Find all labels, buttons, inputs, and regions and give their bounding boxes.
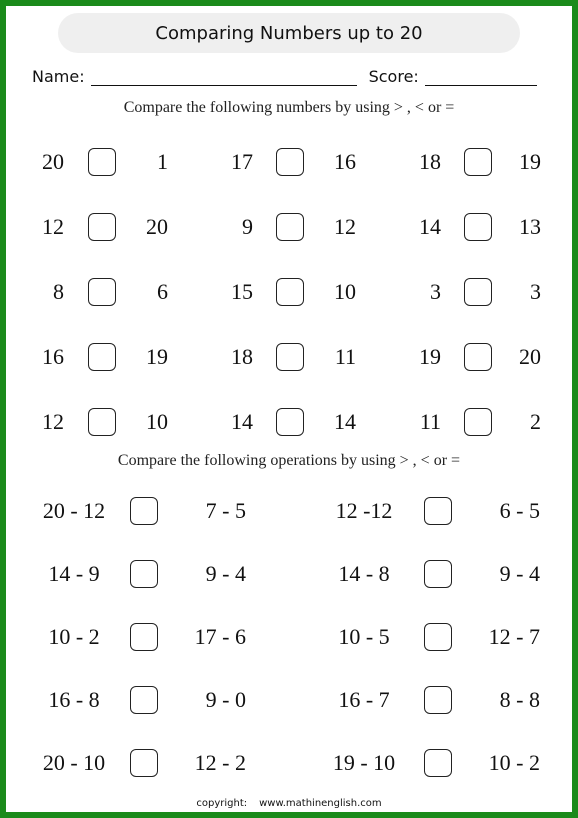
right-expression: 17 - 6: [194, 624, 246, 649]
right-number: 3: [530, 279, 541, 304]
answer-box[interactable]: [130, 749, 158, 777]
section2-instruction: Compare the following operations by using > , < or =: [117, 452, 461, 469]
section1-instruction: Compare the following numbers by using > , < or =: [123, 99, 455, 116]
answer-box[interactable]: [130, 560, 158, 588]
answer-box[interactable]: [88, 408, 116, 436]
right-number: 16: [334, 149, 356, 174]
answer-box[interactable]: [88, 343, 116, 371]
right-number: 2: [530, 409, 541, 434]
left-expression: 16 - 7: [338, 687, 390, 712]
right-number: 1: [157, 149, 168, 174]
title-text: Comparing Numbers up to 20: [155, 22, 423, 44]
right-number: 13: [519, 214, 541, 239]
score-label: Score:: [368, 67, 419, 86]
name-score-line: [32, 62, 537, 86]
right-number: 19: [146, 344, 168, 369]
answer-box[interactable]: [276, 408, 304, 436]
right-number: 20: [519, 344, 541, 369]
left-number: 19: [419, 344, 441, 369]
left-expression: 19 - 10: [332, 750, 396, 775]
left-number: 18: [231, 344, 253, 369]
left-number: 18: [419, 149, 441, 174]
right-expression: 10 - 2: [488, 750, 540, 775]
left-expression: 10 - 5: [338, 624, 390, 649]
answer-box[interactable]: [424, 497, 452, 525]
answer-box[interactable]: [276, 213, 304, 241]
answer-box[interactable]: [464, 148, 492, 176]
answer-box[interactable]: [464, 213, 492, 241]
answer-box[interactable]: [130, 623, 158, 651]
answer-box[interactable]: [276, 278, 304, 306]
right-expression: 7 - 5: [205, 498, 246, 523]
answer-box[interactable]: [130, 497, 158, 525]
answer-box[interactable]: [424, 560, 452, 588]
worksheet-title: [58, 13, 520, 53]
left-number: 12: [42, 409, 64, 434]
copyright-label: copyright:: [196, 798, 248, 809]
answer-box[interactable]: [276, 343, 304, 371]
right-number: 10: [334, 279, 356, 304]
right-expression: 9 - 4: [205, 561, 246, 586]
right-expression: 9 - 0: [205, 687, 246, 712]
right-number: 19: [519, 149, 541, 174]
right-expression: 12 - 7: [488, 624, 540, 649]
right-number: 11: [334, 344, 356, 369]
left-expression: 10 - 2: [48, 624, 100, 649]
right-expression: 12 - 2: [194, 750, 246, 775]
left-expression: 14 - 9: [48, 561, 100, 586]
answer-box[interactable]: [464, 343, 492, 371]
left-number: 8: [53, 279, 64, 304]
left-number: 12: [42, 214, 64, 239]
answer-box[interactable]: [88, 148, 116, 176]
right-expression: 6 - 5: [499, 498, 540, 523]
answer-box[interactable]: [276, 148, 304, 176]
right-number: 14: [334, 409, 356, 434]
left-number: 17: [231, 149, 253, 174]
left-number: 9: [242, 214, 253, 239]
answer-box[interactable]: [88, 213, 116, 241]
answer-box[interactable]: [424, 623, 452, 651]
score-blank[interactable]: [425, 65, 537, 86]
answer-box[interactable]: [424, 686, 452, 714]
left-expression: 20 - 12: [42, 498, 106, 523]
right-number: 6: [157, 279, 168, 304]
left-number: 15: [231, 279, 253, 304]
name-blank[interactable]: [91, 65, 357, 86]
answer-box[interactable]: [130, 686, 158, 714]
answer-box[interactable]: [424, 749, 452, 777]
right-number: 10: [146, 409, 168, 434]
left-number: 3: [430, 279, 441, 304]
left-expression: 20 - 10: [42, 750, 106, 775]
left-expression: 16 - 8: [48, 687, 100, 712]
footer: [6, 798, 572, 809]
left-number: 14: [419, 214, 441, 239]
answer-box[interactable]: [464, 408, 492, 436]
left-number: 16: [42, 344, 64, 369]
answer-box[interactable]: [464, 278, 492, 306]
left-expression: 12 -12: [335, 498, 393, 523]
left-number: 20: [42, 149, 64, 174]
left-number: 14: [231, 409, 253, 434]
right-expression: 8 - 8: [499, 687, 540, 712]
right-number: 12: [334, 214, 356, 239]
name-label: Name:: [32, 67, 85, 86]
left-expression: 14 - 8: [338, 561, 390, 586]
right-expression: 9 - 4: [499, 561, 540, 586]
site-url[interactable]: www.mathinenglish.com: [259, 798, 382, 809]
answer-box[interactable]: [88, 278, 116, 306]
left-number: 11: [419, 409, 441, 434]
right-number: 20: [146, 214, 168, 239]
